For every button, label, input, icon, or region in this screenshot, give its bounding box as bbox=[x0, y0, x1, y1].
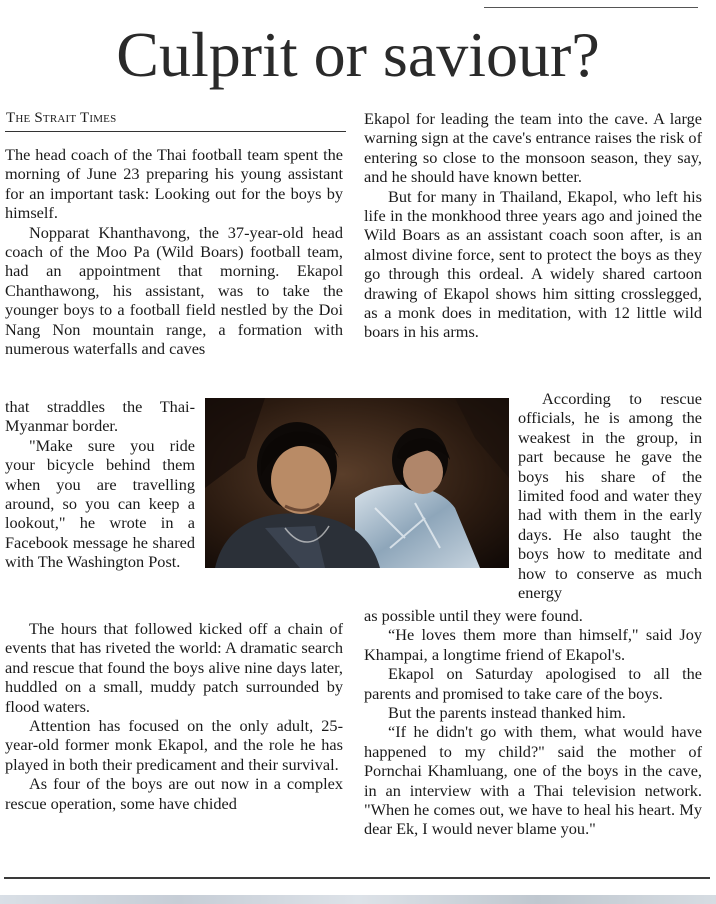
paragraph: "Make sure you ride your bicycle behind them when you are travelling around, so you can keep a lookout," he wrote in a Facebook message he shared with The Washington Post. bbox=[5, 435, 195, 572]
column-2-top bbox=[364, 109, 702, 342]
paragraph: Nopparat Khanthavong, the 37-year-old head coach of the Moo Pa (Wild Boars) football team, had an appointment that morning. Ekapol Chanthawong, his assistant, was to take the younger boys to a football field nestled by the Doi Nang Non mountain range, a formation with numerous waterfalls and caves bbox=[5, 222, 343, 359]
cave-photo bbox=[205, 398, 509, 568]
paragraph: Ekapol on Saturday apologised to all the parents and promised to take care of the boys. bbox=[364, 664, 702, 703]
column-1-wrap bbox=[5, 397, 195, 572]
column-2-wrap bbox=[518, 389, 702, 602]
paragraph: The head coach of the Thai football team spent the morning of June 23 preparing his young assistant for an important task: Looking out for the boys by himself. bbox=[5, 145, 343, 223]
column-1-top bbox=[5, 145, 343, 358]
paragraph: Ekapol for leading the team into the cave. A large warning sign at the cave's entrance raises the risk of entering so close to the monsoon season, they say, and he should have known better. bbox=[364, 109, 702, 187]
column-2-bottom bbox=[364, 606, 702, 839]
paragraph: Attention has focused on the only adult, 25-year-old former monk Ekapol, and the role he has played in both their predicament and their survival. bbox=[5, 716, 343, 774]
paragraph: “He loves them more than himself," said Joy Khampai, a longtime friend of Ekapol's. bbox=[364, 625, 702, 664]
paragraph: that straddles the Thai-Myanmar border. bbox=[5, 397, 195, 436]
byline-rule bbox=[5, 131, 346, 132]
cave-photo-illustration bbox=[205, 398, 509, 568]
bottom-image-strip bbox=[0, 895, 716, 904]
source-byline: The Strait Times bbox=[6, 110, 117, 126]
paragraph: But the parents instead thanked him. bbox=[388, 703, 626, 723]
paragraph: According to rescue officials, he is among the weakest in the group, in part because he gave the boys his share of the limited food and water they had with them in the early days. He also taught the boys how to meditate and how to conserve as much energy bbox=[518, 389, 702, 603]
paragraph: “If he didn't go with them, what would have happened to my child?" said the mother of Pornchai Khamluang, one of the boys in the cave, in an interview with a Thai television network. "When he comes out, we have to heal his heart. My dear Ek, I would never blame you." bbox=[364, 722, 702, 839]
paragraph: As four of the boys are out now in a complex rescue operation, some have chided bbox=[5, 774, 343, 813]
top-rule bbox=[484, 7, 698, 8]
bottom-rule bbox=[4, 877, 710, 879]
paragraph: as possible until they were found. bbox=[364, 606, 583, 625]
paragraph: But for many in Thailand, Ekapol, who left his life in the monkhood three years ago and joined the Wild Boars as an assistant coach soon after, is an almost divine force, sent to protect the boys as they go through this ordeal. A widely shared cartoon drawing of Ekapol shows him sitting crosslegged, as a monk does in meditation, with 12 little wild boars in his arms. bbox=[364, 186, 702, 342]
headline: Culprit or saviour? bbox=[116, 19, 600, 90]
column-1-bottom bbox=[5, 619, 343, 813]
paragraph: The hours that followed kicked off a chain of events that has riveted the world: A dramatic search and rescue that found the boys alive nine days later, huddled on a small, muddy patch surrounded by flood waters. bbox=[5, 619, 343, 716]
